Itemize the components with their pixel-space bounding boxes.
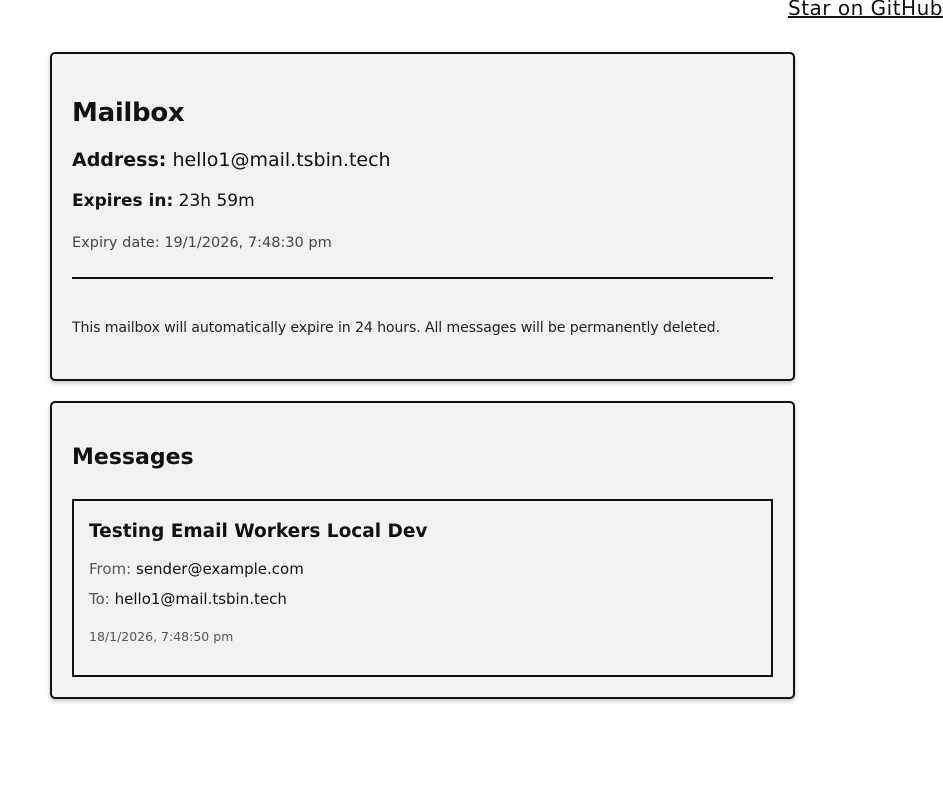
message-from	[89, 560, 304, 578]
message-date: 18/1/2026, 7:48:50 pm	[89, 629, 234, 644]
to-value: hello1@mail.tsbin.tech	[114, 590, 287, 608]
from-value: sender@example.com	[136, 560, 304, 578]
expiry-notice: This mailbox will automatically expire in 24 hours. All messages will be permanently deleted.	[72, 320, 720, 336]
address-label: Address:	[72, 149, 167, 171]
mailbox-title: Mailbox	[72, 98, 185, 128]
expires-label: Expires in:	[72, 191, 174, 211]
mailbox-card-content	[72, 54, 773, 379]
message-subject: Testing Email Workers Local Dev	[89, 521, 428, 542]
mailbox-card	[50, 52, 795, 381]
address-row	[72, 149, 391, 171]
expires-value: 23h 59m	[178, 191, 255, 211]
from-label: From:	[89, 560, 132, 578]
messages-title: Messages	[72, 445, 194, 470]
address-value: hello1@mail.tsbin.tech	[172, 149, 391, 171]
messages-card	[50, 401, 795, 699]
messages-card-content	[72, 403, 773, 697]
message-to	[89, 590, 287, 608]
star-github-link[interactable]: Star on GitHub	[788, 0, 943, 20]
divider	[72, 277, 773, 279]
expiry-date: Expiry date: 19/1/2026, 7:48:30 pm	[72, 235, 332, 251]
expires-row	[72, 191, 255, 211]
message-list-item[interactable]	[72, 499, 773, 677]
to-label: To:	[89, 590, 110, 608]
